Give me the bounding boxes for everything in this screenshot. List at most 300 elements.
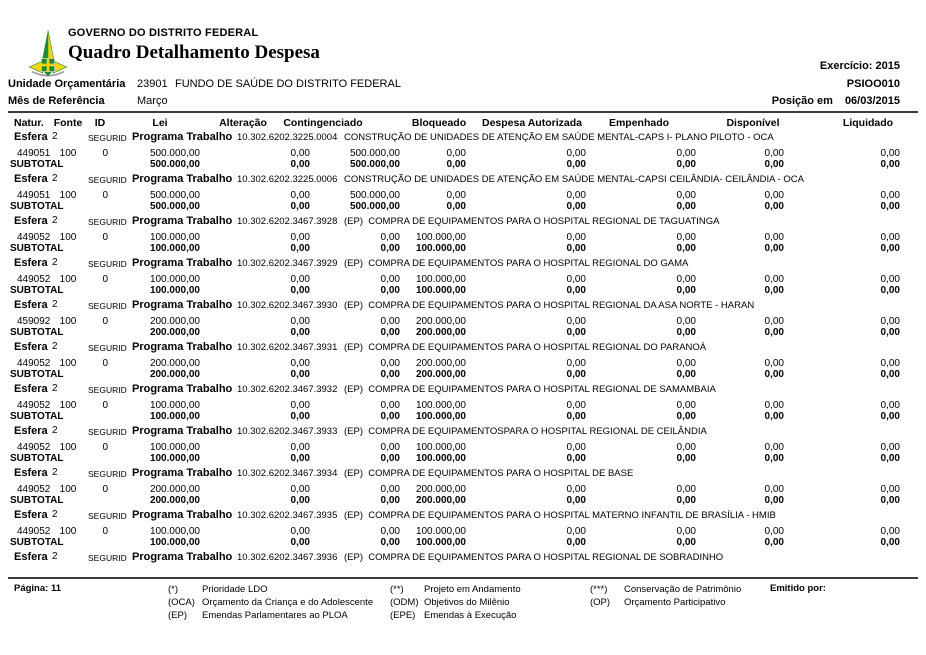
legend-item: (*) Prioridade LDO [168,584,268,595]
subtotal-row [10,327,916,338]
fonte-code: 100 [59,442,77,453]
segurid-label: SEGURID [88,217,127,227]
program-group [10,341,916,380]
subtotal-cell: 100.000,00 [415,453,466,464]
value-cell: 0,00 [880,148,900,159]
legend-item: (***) Conservação de Patrimônio [590,584,742,595]
subtotal-cell: 0,00 [880,201,900,212]
subtotal-cell: 0,00 [566,369,586,380]
value-cell: 0,00 [566,358,586,369]
subtotal-label: SUBTOTAL [10,369,64,380]
subtotal-cell: 0,00 [290,453,310,464]
detail-row [10,274,916,285]
subtotal-cell: 0,00 [676,453,696,464]
value-cell: 200.000,00 [149,484,200,495]
id-code: 0 [102,484,108,495]
segurid-label: SEGURID [88,343,127,353]
value-cell: 100.000,00 [415,274,466,285]
subtotal-cell: 0,00 [380,243,400,254]
program-group [10,131,916,170]
subtotal-cell: 0,00 [676,243,696,254]
value-cell: 0,00 [290,190,310,201]
value-cell: 0,00 [566,232,586,243]
natureza-code: 449052 [17,274,51,285]
subtotal-row [10,369,916,380]
subtotal-cell: 0,00 [880,537,900,548]
legend-item: (OCA) Orçamento da Criança e do Adolescente [168,597,374,608]
value-cell: 0,00 [380,274,400,285]
subtotal-cell: 500.000,00 [349,201,400,212]
col-header-id: ID [94,117,106,129]
header-divider [8,111,918,113]
id-code: 0 [102,526,108,537]
value-cell: 0,00 [880,400,900,411]
subtotal-cell: 0,00 [676,411,696,422]
subtotal-cell: 0,00 [446,201,466,212]
segurid-label: SEGURID [88,175,127,185]
value-cell: 100.000,00 [415,442,466,453]
esfera-label: Esfera [14,383,48,395]
subtotal-cell: 0,00 [290,327,310,338]
program-group [10,425,916,464]
value-cell: 0,00 [764,484,784,495]
subtotal-row [10,411,916,422]
subtotal-cell: 100.000,00 [149,537,200,548]
unit-code: 23901 [137,78,168,90]
value-cell: 0,00 [566,316,586,327]
natureza-code: 449052 [17,442,51,453]
fonte-code: 100 [59,358,77,369]
value-cell: 0,00 [880,316,900,327]
subtotal-cell: 100.000,00 [149,453,200,464]
segurid-label: SEGURID [88,133,127,143]
program-description: CONSTRUÇÃO DE UNIDADES DE ATENÇÃO EM SAÚDE MENTAL-CAPS I- PLANO PILOTO - OCA [344,132,774,143]
subtotal-cell: 200.000,00 [149,327,200,338]
detail-row [10,400,916,411]
legend-item: (ODM) Objetivos do Milênio [390,597,510,608]
program-code: 10.302.6202.3467.3934 [237,468,338,479]
subtotal-cell: 100.000,00 [149,243,200,254]
subtotal-row [10,285,916,296]
value-cell: 0,00 [290,400,310,411]
esfera-value: 2 [52,425,58,436]
program-label: Programa Trabalho [132,467,233,479]
esfera-row [10,341,916,354]
subtotal-cell: 0,00 [764,327,784,338]
esfera-row [10,257,916,270]
id-code: 0 [102,442,108,453]
value-cell: 100.000,00 [415,400,466,411]
subtotal-label: SUBTOTAL [10,495,64,506]
unit-label: Unidade Orçamentária [8,78,126,90]
program-group [10,467,916,506]
subtotal-cell: 0,00 [764,495,784,506]
esfera-value: 2 [52,257,58,268]
subtotal-cell: 0,00 [290,159,310,170]
value-cell: 0,00 [290,232,310,243]
program-description: (EP) COMPRA DE EQUIPAMENTOS PARA O HOSPITAL REGIONAL DE TAGUATINGA [344,216,720,227]
legend-item: (EPE) Emendas à Execução [390,610,517,621]
esfera-row [10,299,916,312]
esfera-row [10,425,916,438]
program-label: Programa Trabalho [132,383,233,395]
col-header-despesa-autorizada: Despesa Autorizada [482,117,582,129]
footer-divider [8,577,918,579]
value-cell: 0,00 [764,442,784,453]
subtotal-cell: 0,00 [676,327,696,338]
legend-column-3 [590,583,770,622]
esfera-value: 2 [52,383,58,394]
subtotal-cell: 0,00 [380,537,400,548]
esfera-value: 2 [52,467,58,478]
value-cell: 100.000,00 [149,274,200,285]
program-label: Programa Trabalho [132,131,233,143]
masthead [68,27,320,64]
subtotal-cell: 0,00 [764,411,784,422]
program-label: Programa Trabalho [132,341,233,353]
program-group [10,257,916,296]
detail-row [10,358,916,369]
col-header-contingenciado: Contingenciado [283,117,363,129]
id-code: 0 [102,358,108,369]
program-code: 10.302.6202.3467.3931 [237,342,338,353]
value-cell: 100.000,00 [149,400,200,411]
esfera-label: Esfera [14,131,48,143]
government-name: GOVERNO DO DISTRITO FEDERAL [68,27,259,39]
value-cell: 500.000,00 [349,190,400,201]
program-code: 10.302.6202.3467.3936 [237,552,338,563]
page-number: 11 [50,583,61,594]
legend-item: (**) Projeto em Andamento [390,584,521,595]
id-code: 0 [102,232,108,243]
subtotal-cell: 0,00 [764,537,784,548]
value-cell: 0,00 [566,274,586,285]
value-cell: 0,00 [566,526,586,537]
subtotal-cell: 0,00 [380,369,400,380]
id-code: 0 [102,316,108,327]
col-header-alteracao: Alteração [219,117,267,129]
value-cell: 100.000,00 [149,442,200,453]
program-label: Programa Trabalho [132,425,233,437]
value-cell: 200.000,00 [149,358,200,369]
subtotal-cell: 100.000,00 [415,411,466,422]
subtotal-cell: 0,00 [764,453,784,464]
esfera-row [10,215,916,228]
program-group [10,215,916,254]
program-description: (EP) COMPRA DE EQUIPAMENTOS PARA O HOSPITAL MATERNO INFANTIL DE BRASÍLIA - HMIB [344,510,776,521]
esfera-label: Esfera [14,467,48,479]
value-cell: 0,00 [290,274,310,285]
value-cell: 0,00 [676,442,696,453]
program-label: Programa Trabalho [132,551,233,563]
program-group [10,509,916,548]
subtotal-cell: 0,00 [380,411,400,422]
value-cell: 100.000,00 [149,526,200,537]
value-cell: 0,00 [676,316,696,327]
subtotal-row [10,243,916,254]
subtotal-cell: 0,00 [764,369,784,380]
value-cell: 0,00 [290,316,310,327]
subtotal-cell: 100.000,00 [149,411,200,422]
subtotal-label: SUBTOTAL [10,285,64,296]
subtotal-cell: 0,00 [764,201,784,212]
legend-column-2 [390,583,590,622]
detail-row [10,148,916,159]
subtotal-cell: 0,00 [290,201,310,212]
esfera-row [10,131,916,144]
esfera-label: Esfera [14,173,48,185]
esfera-label: Esfera [14,509,48,521]
program-label: Programa Trabalho [132,509,233,521]
subtotal-cell: 0,00 [290,243,310,254]
subtotal-cell: 0,00 [566,243,586,254]
col-header-disponivel: Disponível [726,117,780,129]
segurid-label: SEGURID [88,385,127,395]
value-cell: 0,00 [764,148,784,159]
value-cell: 0,00 [880,484,900,495]
subtotal-cell: 100.000,00 [415,243,466,254]
col-header-empenhado: Empenhado [608,117,670,129]
program-group [10,383,916,422]
value-cell: 0,00 [676,358,696,369]
program-code: 10.302.6202.3467.3933 [237,426,338,437]
subtotal-cell: 200.000,00 [149,369,200,380]
fonte-code: 100 [59,400,77,411]
subtotal-cell: 0,00 [290,285,310,296]
value-cell: 0,00 [764,316,784,327]
natureza-code: 449052 [17,484,51,495]
program-description: CONSTRUÇÃO DE UNIDADES DE ATENÇÃO EM SAÚDE MENTAL-CAPSI CEILÂNDIA- CEILÂNDIA - OCA [344,174,804,185]
detail-row [10,526,916,537]
subtotal-cell: 200.000,00 [415,495,466,506]
value-cell: 0,00 [676,274,696,285]
program-label: Programa Trabalho [132,257,233,269]
value-cell: 0,00 [764,274,784,285]
value-cell: 0,00 [380,442,400,453]
esfera-label: Esfera [14,299,48,311]
subtotal-cell: 0,00 [380,453,400,464]
subtotal-cell: 0,00 [566,159,586,170]
subtotal-row [10,453,916,464]
program-description: (EP) COMPRA DE EQUIPAMENTOS PARA O HOSPITAL REGIONAL DA ASA NORTE - HARAN [344,300,755,311]
emitted-by-label: Emitido por: [770,583,826,594]
subtotal-cell: 0,00 [764,159,784,170]
subtotal-cell: 0,00 [566,537,586,548]
program-code: 10.302.6202.3467.3932 [237,384,338,395]
value-cell: 0,00 [380,358,400,369]
program-description: (EP) COMPRA DE EQUIPAMENTOS PARA O HOSPITAL REGIONAL DO PARANOÁ [344,342,707,353]
subtotal-cell: 0,00 [676,285,696,296]
subtotal-cell: 0,00 [566,327,586,338]
value-cell: 0,00 [880,274,900,285]
subtotal-cell: 0,00 [764,285,784,296]
segurid-label: SEGURID [88,259,127,269]
value-cell: 0,00 [676,526,696,537]
subtotal-cell: 100.000,00 [149,285,200,296]
program-description: (EP) COMPRA DE EQUIPAMENTOSPARA O HOSPITAL REGIONAL DE CEILÂNDIA [344,426,707,437]
legend-column-1 [168,583,390,622]
subtotal-cell: 500.000,00 [349,159,400,170]
position-label: Posição em [771,95,833,107]
detail-row [10,190,916,201]
program-label: Programa Trabalho [132,173,233,185]
value-cell: 0,00 [676,190,696,201]
value-cell: 0,00 [764,358,784,369]
subtotal-cell: 0,00 [880,369,900,380]
program-description: (EP) COMPRA DE EQUIPAMENTOS PARA O HOSPITAL DE BASE [344,468,634,479]
fonte-code: 100 [59,148,77,159]
subtotal-cell: 0,00 [380,285,400,296]
value-cell: 100.000,00 [149,232,200,243]
subtotal-cell: 0,00 [380,495,400,506]
esfera-row [10,173,916,186]
header-right-block [772,60,900,108]
value-cell: 0,00 [290,358,310,369]
natureza-code: 449052 [17,358,51,369]
value-cell: 0,00 [380,484,400,495]
value-cell: 0,00 [764,526,784,537]
month-label: Mês de Referência [8,95,105,107]
id-code: 0 [102,274,108,285]
col-header-bloqueado: Bloqueado [411,117,467,129]
col-header-natur: Natur. [14,117,44,129]
footer [14,583,826,622]
col-header-liquidado: Liquidado [842,117,894,129]
value-cell: 0,00 [566,442,586,453]
value-cell: 0,00 [880,232,900,243]
value-cell: 0,00 [880,190,900,201]
segurid-label: SEGURID [88,469,127,479]
esfera-label: Esfera [14,425,48,437]
report-code: PSIOO010 [846,78,900,90]
subtotal-cell: 0,00 [290,495,310,506]
program-label: Programa Trabalho [132,299,233,311]
esfera-label: Esfera [14,341,48,353]
program-label: Programa Trabalho [132,215,233,227]
gdf-logo [26,29,70,77]
subtotal-cell: 0,00 [880,159,900,170]
subtotal-row [10,159,916,170]
subtotal-row [10,201,916,212]
subtotal-cell: 200.000,00 [415,369,466,380]
esfera-value: 2 [52,509,58,520]
value-cell: 0,00 [566,484,586,495]
esfera-value: 2 [52,131,58,142]
natureza-code: 459092 [17,316,51,327]
value-cell: 0,00 [566,190,586,201]
program-code: 10.302.6202.3225.0004 [237,132,338,143]
natureza-code: 449052 [17,526,51,537]
value-cell: 0,00 [676,232,696,243]
segurid-label: SEGURID [88,553,127,563]
fonte-code: 100 [59,232,77,243]
subtotal-row [10,495,916,506]
subtotal-cell: 500.000,00 [149,159,200,170]
natureza-code: 449051 [17,190,51,201]
col-header-lei: Lei [152,117,168,129]
subtotal-cell: 500.000,00 [149,201,200,212]
esfera-value: 2 [52,341,58,352]
subtotal-cell: 200.000,00 [149,495,200,506]
esfera-row [10,509,916,522]
col-header-fonte: Fonte [53,117,83,129]
value-cell: 0,00 [446,148,466,159]
esfera-label: Esfera [14,215,48,227]
program-group [10,299,916,338]
subtotal-cell: 0,00 [676,369,696,380]
legend-item: (EP) Emendas Parlamentares ao PLOA [168,610,348,621]
value-cell: 0,00 [764,190,784,201]
program-group [10,551,916,564]
page-label: Página: [14,583,49,594]
value-cell: 500.000,00 [149,190,200,201]
report-title: Quadro Detalhamento Despesa [68,42,320,63]
value-cell: 0,00 [880,442,900,453]
fonte-code: 100 [59,526,77,537]
fonte-code: 100 [59,190,77,201]
esfera-row [10,467,916,480]
value-cell: 0,00 [446,190,466,201]
subtotal-cell: 0,00 [290,537,310,548]
value-cell: 0,00 [676,400,696,411]
subtotal-cell: 100.000,00 [415,537,466,548]
value-cell: 100.000,00 [415,526,466,537]
value-cell: 500.000,00 [149,148,200,159]
value-cell: 0,00 [290,526,310,537]
legend-item: (OP) Orçamento Participativo [590,597,726,608]
esfera-row [10,383,916,396]
value-cell: 100.000,00 [415,232,466,243]
program-description: (EP) COMPRA DE EQUIPAMENTOS PARA O HOSPITAL REGIONAL DE SOBRADINHO [344,552,724,563]
value-cell: 0,00 [676,148,696,159]
subtotal-label: SUBTOTAL [10,537,64,548]
value-cell: 200.000,00 [415,484,466,495]
subtotal-cell: 0,00 [290,411,310,422]
position-date: 06/03/2015 [844,95,900,107]
page-indicator [14,583,168,622]
program-description: (EP) COMPRA DE EQUIPAMENTOS PARA O HOSPITAL REGIONAL DO GAMA [344,258,689,269]
value-cell: 0,00 [380,316,400,327]
program-code: 10.302.6202.3467.3929 [237,258,338,269]
subtotal-cell: 0,00 [676,201,696,212]
subtotal-cell: 0,00 [676,537,696,548]
esfera-value: 2 [52,551,58,562]
fonte-code: 100 [59,274,77,285]
fonte-code: 100 [59,484,77,495]
exercise-year: Exercício: 2015 [819,60,900,72]
subtotal-cell: 0,00 [380,327,400,338]
subtotal-cell: 0,00 [566,453,586,464]
detail-row [10,316,916,327]
subtotal-cell: 0,00 [566,201,586,212]
month-value: Março [137,95,168,107]
value-cell: 0,00 [566,148,586,159]
expense-groups [10,131,916,568]
esfera-value: 2 [52,215,58,226]
value-cell: 0,00 [764,232,784,243]
natureza-code: 449052 [17,400,51,411]
value-cell: 0,00 [880,358,900,369]
detail-row [10,232,916,243]
subtotal-cell: 200.000,00 [415,327,466,338]
subtotal-cell: 0,00 [880,327,900,338]
segurid-label: SEGURID [88,511,127,521]
subtotal-cell: 0,00 [676,159,696,170]
subtotal-cell: 0,00 [880,243,900,254]
value-cell: 200.000,00 [415,316,466,327]
value-cell: 0,00 [380,526,400,537]
value-cell: 0,00 [676,484,696,495]
